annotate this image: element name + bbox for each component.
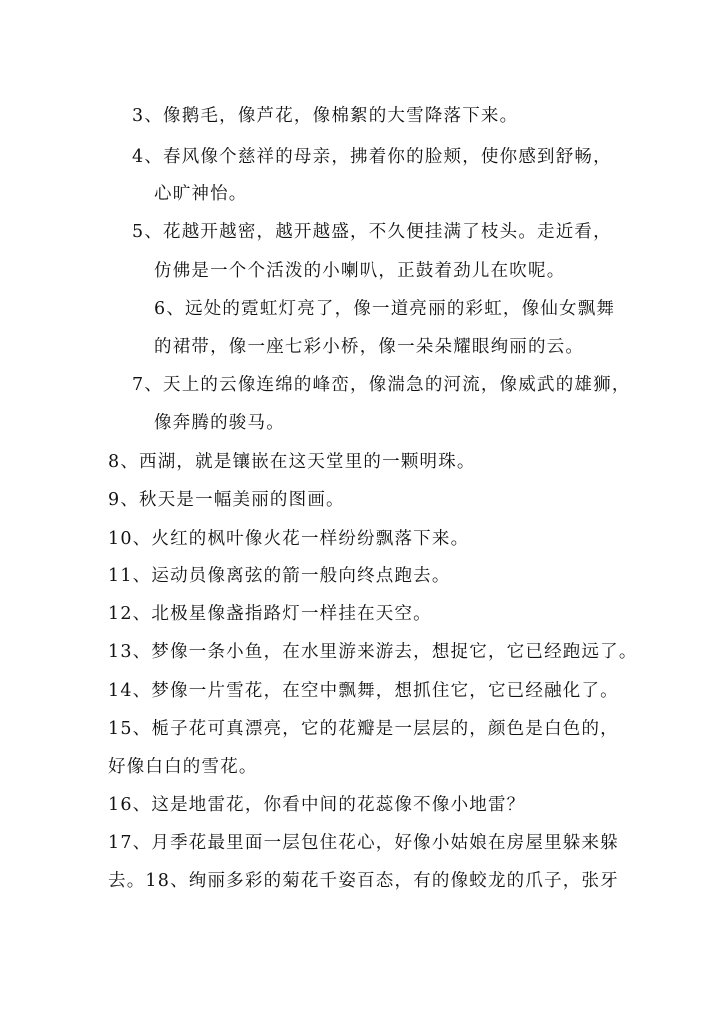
text-line: 9、秋天是一幅美丽的图画。 bbox=[108, 490, 345, 510]
text-line: 6、远处的霓虹灯亮了，像一道亮丽的彩虹，像仙女飘舞 bbox=[154, 299, 616, 319]
text-line: 去。18、绚丽多彩的菊花千姿百态，有的像蛟龙的爪子，张牙 bbox=[108, 871, 619, 891]
text-line: 13、梦像一条小鱼，在水里游来游去，想捉它，它已经跑远了。 bbox=[108, 642, 638, 662]
text-line: 7、天上的云像连绵的峰峦，像湍急的河流，像威武的雄狮， bbox=[132, 375, 631, 395]
text-line: 14、梦像一片雪花，在空中飘舞，想抓住它，它已经融化了。 bbox=[108, 681, 619, 701]
text-line: 11、运动员像离弦的箭一般向终点跑去。 bbox=[108, 566, 451, 586]
text-line: 5、花越开越密，越开越盛，不久便挂满了枝头。走近看， bbox=[132, 222, 612, 242]
text-line: 15、栀子花可真漂亮，它的花瓣是一层层的，颜色是白色的， bbox=[108, 719, 619, 739]
text-line: 10、火红的枫叶像火花一样纷纷飘落下来。 bbox=[108, 529, 470, 549]
text-line: 3、像鹅毛，像芦花，像棉絮的大雪降落下来。 bbox=[132, 106, 519, 126]
text-line: 好像白白的雪花。 bbox=[108, 757, 258, 777]
text-line: 像奔腾的骏马。 bbox=[154, 413, 285, 433]
text-line: 8、西湖，就是镶嵌在这天堂里的一颗明珠。 bbox=[108, 452, 476, 472]
text-line: 12、北极星像盏指路灯一样挂在天空。 bbox=[108, 604, 432, 624]
text-line: 心旷神怡。 bbox=[154, 184, 248, 204]
text-line: 仿佛是一个个活泼的小喇叭，正鼓着劲儿在吹呢。 bbox=[154, 261, 566, 281]
text-line: 16、这是地雷花，你看中间的花蕊像不像小地雷？ bbox=[108, 795, 526, 815]
text-line: 4、春风像个慈祥的母亲，拂着你的脸颊，使你感到舒畅， bbox=[132, 147, 612, 167]
text-line: 的裙带，像一座七彩小桥，像一朵朵耀眼绚丽的云。 bbox=[154, 337, 585, 357]
text-line: 17、月季花最里面一层包住花心，好像小姑娘在房屋里躲来躲 bbox=[108, 833, 619, 853]
